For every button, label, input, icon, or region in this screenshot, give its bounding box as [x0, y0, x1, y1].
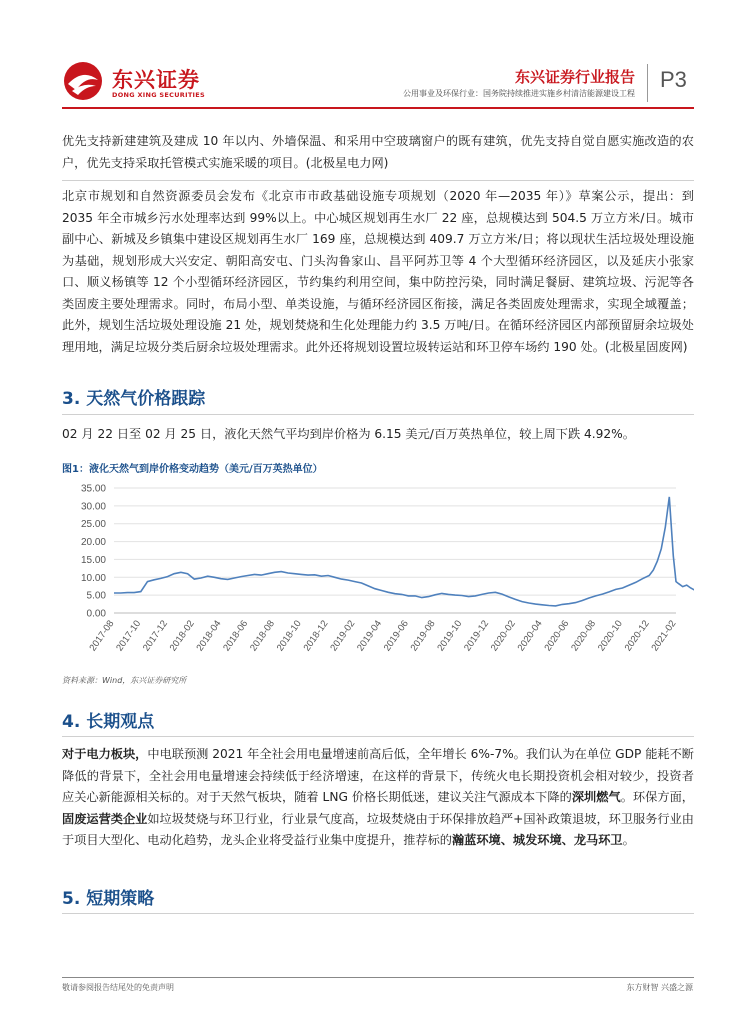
series-line-lng [114, 497, 694, 606]
y-tick-label: 5.00 [86, 590, 106, 602]
x-tick-label: 2018-12 [301, 618, 331, 654]
brand-name-en: DONG XING SECURITIES [112, 91, 205, 99]
x-tick-label: 2021-02 [649, 618, 679, 654]
x-tick-label: 2018-02 [167, 618, 197, 654]
x-tick-label: 2017-08 [87, 618, 117, 654]
emphasis-stock-pick: 深圳燃气 [571, 790, 621, 804]
x-tick-label: 2018-06 [221, 618, 251, 654]
x-tick-label: 2020-08 [569, 618, 599, 654]
x-tick-label: 2019-10 [435, 618, 465, 654]
section-separator [62, 736, 694, 737]
x-tick-label: 2019-02 [328, 618, 358, 654]
paragraph-separator [62, 180, 694, 181]
x-tick-label: 2020-06 [542, 618, 572, 654]
section-separator [62, 913, 694, 914]
x-tick-label: 2020-04 [515, 618, 545, 654]
footer-disclaimer: 敬请参阅报告结尾处的免责声明 [62, 983, 174, 992]
section-heading-long-term: 4. 长期观点 [62, 712, 155, 732]
y-tick-label: 20.00 [80, 537, 106, 549]
x-tick-label: 2019-08 [408, 618, 438, 654]
section-separator [62, 414, 694, 415]
x-tick-label: 2019-12 [462, 618, 492, 654]
header-divider [647, 64, 648, 102]
chart-y-axis [81, 484, 106, 620]
lng-price-chart [62, 476, 694, 672]
x-tick-label: 2018-04 [194, 618, 224, 654]
figure-title: 图1：液化天然气到岸价格变动趋势（美元/百万英热单位） [62, 464, 323, 475]
x-tick-label: 2018-08 [248, 618, 278, 654]
paragraph-lng-price: 02 月 22 日至 02 月 25 日，液化天然气平均到岸价格为 6.15 美元/百万英热单位，较上周下跌 4.92%。 [62, 427, 635, 441]
chart-x-axis [87, 618, 678, 653]
emphasis-power-sector: 对于电力板块， [62, 747, 148, 761]
report-subtitle: 公用事业及环保行业：国务院持续推进实施乡村清洁能源建设工程 [403, 89, 635, 98]
section-heading-short-term: 5. 短期策略 [62, 889, 155, 909]
paragraph-beijing-plan: 北京市规划和自然资源委员会发布《北京市市政基础设施专项规划（2020 年—2035 年）》草案公示，提出：到 2035 年全市城乡污水处理率达到 99%以上。中心城区规划再生水厂 22 座，总规模达到 504.5 万立方米/日。城市副中心、新城及乡镇集中建设区规划再生水厂 169 座，总规模达到 409.7 万立方米/日；将以现状生活垃圾处理设施为基础，规划形成大兴安定、朝阳高安屯、门头沟鲁家山、昌平阿苏卫等 4 个大型循环经济园区，以及延庆小张家口、顺义杨镇等 12 个小型循环经济园区，节约集约利用空间，集中防控污染，同时满足餐厨、建筑垃圾、污泥等各类固废主要处理需求。同时，布局小型、单类设施，与循环经济园区衔接，满足各类固废处理需求，实现全域覆盖；此外，规划生活垃圾处理设施 21 处，规划焚烧和生化处理能力约 3.5 万吨/日。在循环经济园区内部预留厨余垃圾处理用地，满足垃圾分类后厨余垃圾处理需求。此外还将规划设置垃圾转运站和环卫停车场约 190 处。(北极星固废网) [62, 189, 694, 354]
y-tick-label: 35.00 [80, 483, 106, 495]
x-tick-label: 2017-12 [140, 618, 170, 654]
y-tick-label: 30.00 [80, 501, 106, 513]
footer-rule [62, 977, 694, 978]
brand-name-cn: 东兴证券 [112, 68, 200, 92]
y-tick-label: 25.00 [80, 519, 106, 531]
footer-slogan: 东方财智 兴盛之源 [626, 983, 693, 992]
x-tick-label: 2019-04 [355, 618, 385, 654]
header-rule [62, 107, 694, 109]
x-tick-label: 2020-12 [622, 618, 652, 654]
paragraph-long-term-view: 对于电力板块，中电联预测 2021 年全社会用电量增速前高后低，全年增长 6%-7%。我们认为在单位 GDP 能耗不断降低的背景下，全社会用电量增速会持续低于经济增速，在这样的背景下，传统火电长期投资机会相对较少，投资者应关心新能源相关标的。对于天然气板块，随着 LNG 价格长期低迷，建议关注气源成本下降的深圳燃气。环保方面，固废运营类企业如垃圾焚烧与环卫行业，行业景气度高，垃圾焚烧由于环保排放趋严+国补政策退坡，环卫服务行业由于项目大型化、电动化趋势，龙头企业将受益行业集中度提升，推荐标的瀚蓝环境、城发环境、龙马环卫。 [62, 747, 694, 847]
y-tick-label: 15.00 [80, 554, 106, 566]
report-title: 东兴证券行业报告 [514, 68, 635, 86]
paragraph-heating-subsidy: 优先支持新建建筑及建成 10 年以内、外墙保温、和采用中空玻璃窗户的既有建筑，优先支持自觉自愿实施改造的农户，优先支持采取托管模式实施采暖的项目。(北极星电力网) [62, 134, 694, 170]
section-heading-gas-price: 3. 天然气价格跟踪 [62, 389, 206, 409]
y-tick-label: 10.00 [80, 572, 106, 584]
x-tick-label: 2018-10 [274, 618, 304, 654]
x-tick-label: 2020-10 [595, 618, 625, 654]
emphasis-waste-operators: 固废运营类企业 [62, 811, 148, 826]
y-tick-label: 0.00 [86, 608, 106, 620]
page-number: P3 [660, 67, 687, 92]
x-tick-label: 2020-02 [488, 618, 518, 654]
figure-source: 资料来源：Wind，东兴证券研究所 [62, 676, 187, 685]
emphasis-recommended-stocks: 瀚蓝环境、城发环境、龙马环卫 [452, 833, 623, 847]
brand-logo-icon [62, 60, 104, 102]
x-tick-label: 2019-06 [381, 618, 411, 654]
x-tick-label: 2017-10 [114, 618, 144, 654]
